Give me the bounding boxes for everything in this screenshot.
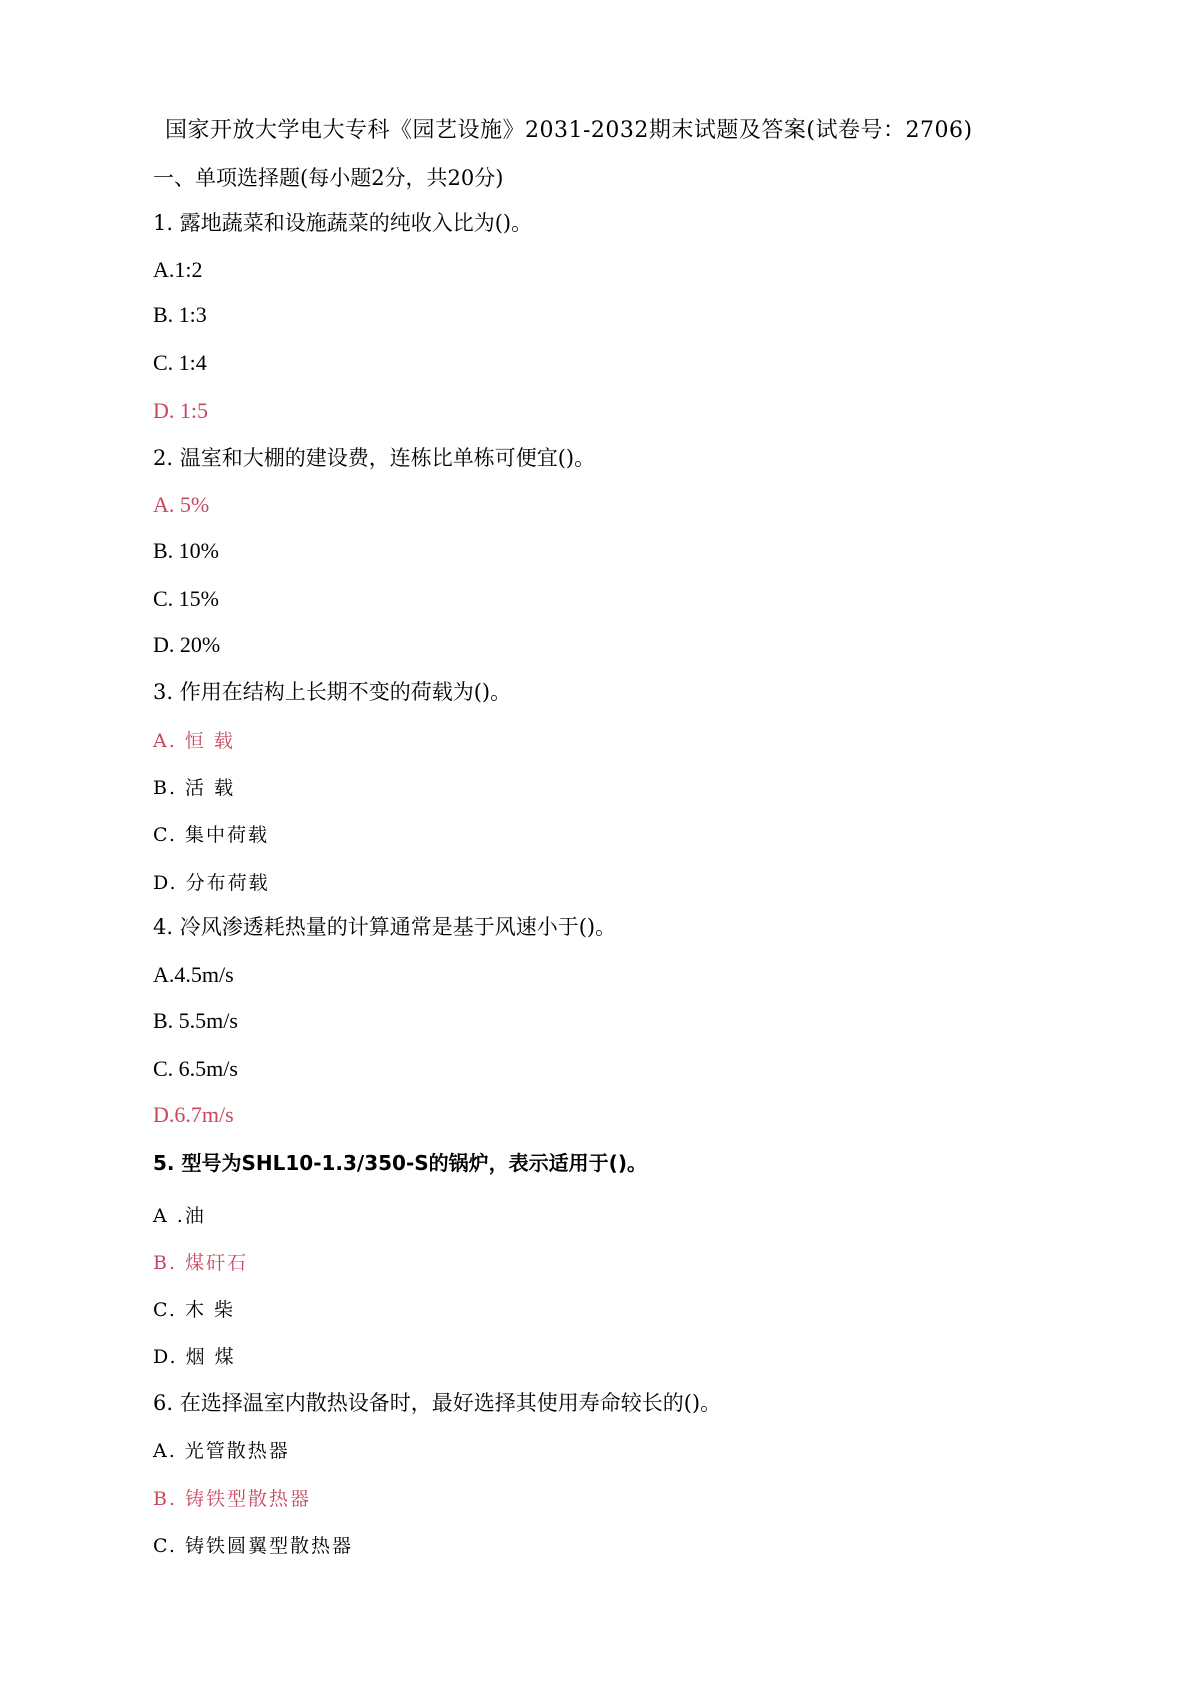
question-6-option-a: A. 光管散热器 [153,1440,290,1462]
question-2-option-d: D. 20% [153,632,221,657]
question-4-option-a: A.4.5m/s [153,962,234,987]
question-1-stem: 1. 露地蔬菜和设施蔬菜的纯收入比为()。 [153,211,533,235]
question-6-option-c: C. 铸铁圆翼型散热器 [153,1535,353,1557]
question-2-stem: 2. 温室和大棚的建设费，连栋比单栋可便宜()。 [153,446,596,470]
question-4-option-d-answer: D.6.7m/s [153,1102,234,1127]
question-6-option-b-answer: B. 铸铁型散热器 [153,1488,312,1510]
question-3-option-d: D. 分布荷载 [153,872,270,894]
question-2-option-b: B. 10% [153,538,219,563]
question-1-option-b: B. 1:3 [153,302,207,327]
question-5-option-d: D. 烟 煤 [153,1346,236,1368]
question-5-option-c: C. 木 柴 [153,1299,235,1321]
question-3-option-a-answer: A. 恒 载 [153,730,235,752]
question-6-stem: 6. 在选择温室内散热设备时，最好选择其使用寿命较长的()。 [153,1391,722,1415]
question-4-stem: 4. 冷风渗透耗热量的计算通常是基于风速小于()。 [153,915,617,939]
section-heading: 一、单项选择题(每小题2分，共20分) [153,166,504,190]
question-2-option-a-answer: A. 5% [153,492,210,517]
question-1-option-a: A.1:2 [153,257,203,282]
question-5-option-a: A .油 [153,1205,206,1227]
question-5-stem: 5. 型号为SHL10-1.3/350-S的锅炉，表示适用于()。 [153,1151,647,1175]
exam-title: 国家开放大学电大专科《园艺设施》2031-2032期末试题及答案(试卷号：2706) [165,118,973,143]
question-4-option-b: B. 5.5m/s [153,1008,238,1033]
question-1-option-c: C. 1:4 [153,350,207,375]
question-3-option-c: C. 集中荷载 [153,824,269,846]
question-2-option-c: C. 15% [153,586,219,611]
question-4-option-c: C. 6.5m/s [153,1056,238,1081]
question-5-option-b-answer: B. 煤矸石 [153,1252,249,1274]
question-3-option-b: B. 活 载 [153,777,236,799]
question-3-stem: 3. 作用在结构上长期不变的荷载为()。 [153,680,512,704]
question-1-option-d-answer: D. 1:5 [153,398,208,423]
